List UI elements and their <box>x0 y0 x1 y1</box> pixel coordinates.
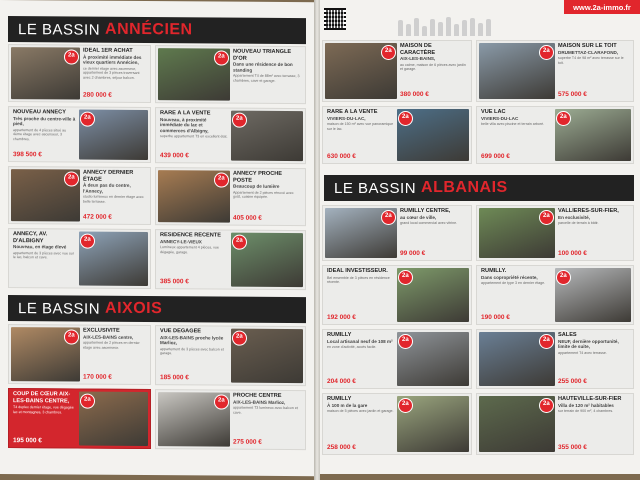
left-page <box>0 0 316 476</box>
listing-subtitle: Villa de 120 m² habitables <box>558 402 614 408</box>
brand-logo-icon: 2a <box>232 113 247 128</box>
listing-price: 99 000 € <box>400 250 426 257</box>
listing-title: RUMILLY <box>327 332 352 338</box>
listing-title: RARE À LA VENTE <box>160 110 211 117</box>
listing-card[interactable] <box>322 205 472 261</box>
brand-logo-icon: 2a <box>398 111 413 126</box>
listing-card[interactable] <box>322 265 472 325</box>
listing-price: 630 000 € <box>327 153 356 160</box>
listing-title: VALLIÈRES-SUR-FIER, <box>558 208 619 214</box>
listing-price: 405 000 € <box>233 214 262 222</box>
listing-price: 699 000 € <box>481 153 510 160</box>
listing-card[interactable] <box>476 40 634 102</box>
listing-price: 439 000 € <box>160 152 189 160</box>
listing-price: 204 000 € <box>327 378 356 385</box>
listing-title: MAISON DE CARACTÈRE <box>400 43 436 56</box>
listing-text <box>13 231 76 285</box>
listing-card[interactable] <box>476 393 634 455</box>
listing-title: SALES <box>558 332 577 338</box>
listing-card[interactable] <box>8 228 151 289</box>
brand-logo-icon: 2a <box>539 45 554 60</box>
listing-card[interactable] <box>476 329 634 389</box>
listing-title: NOUVEAU TRIANGLE D'OR <box>233 48 292 62</box>
section-title: LE BASSIN <box>334 179 417 197</box>
listing-description: en zone d'activité, accès facile. <box>327 345 377 349</box>
brand-logo-icon: 2a <box>232 235 247 250</box>
listing-card[interactable] <box>155 167 306 226</box>
listing-title: VUE LAC <box>481 109 506 115</box>
section-header-annecien <box>8 16 306 44</box>
section-title-accent: ANNÉCIEN <box>105 20 193 39</box>
listing-title: ANNECY, AV. D'ALBIGNY <box>13 231 48 244</box>
listing-subtitle: Beaucoup de lumière <box>233 183 280 189</box>
listing-card[interactable] <box>8 388 151 449</box>
listing-subtitle: AIX-LES-BAINS proche lycée Marlioz, <box>160 334 224 346</box>
brand-logo-icon: 2a <box>539 210 554 225</box>
listing-description: belle villa avec piscine et terrain arboré. <box>481 122 545 126</box>
listing-subtitle: AIX-LES-BAINS Marlioz, <box>233 399 286 405</box>
brand-logo-icon: 2a <box>64 49 79 64</box>
listing-title: HAUTEVILLE-SUR-FIER <box>558 396 622 402</box>
section-title: LE BASSIN <box>18 299 101 318</box>
listing-subtitle: AIX-LES-BAINS centre, <box>83 334 134 340</box>
listing-description: appartement T3 lumineux avec balcon et cave. <box>233 405 298 415</box>
listing-price: 385 000 € <box>160 278 189 286</box>
brand-logo-icon: 2a <box>381 45 396 60</box>
section-title-accent: ALBANAIS <box>421 179 508 196</box>
listing-price: 280 000 € <box>83 91 112 99</box>
listing-price: 100 000 € <box>558 250 587 257</box>
listing-price: 275 000 € <box>233 438 262 446</box>
brand-logo-icon: 2a <box>398 270 413 285</box>
listing-description: appartement de 4 pièces situé au 4ème étage avec ascenseur, 3 chambres. <box>13 127 67 141</box>
listing-title: ANNECY DERNIER ÉTAGE <box>83 169 134 183</box>
listing-price: 398 500 € <box>13 151 42 159</box>
section-title-accent: AIXOIS <box>105 299 163 318</box>
listing-card[interactable] <box>155 107 306 164</box>
listing-description: appartement de 3 pièces avec vue sur le lac, balcon et cave. <box>13 250 74 260</box>
listing-card[interactable] <box>476 106 634 164</box>
section-header-albanais <box>324 175 634 201</box>
listing-title: RUMILLY <box>327 396 352 402</box>
listing-title: VUE DÉGAGÉE <box>160 328 202 335</box>
listing-description: maison de 150 m² avec vue panoramique sur le lac. <box>327 122 394 131</box>
listing-subtitle: À deux pas du centre, l'Annecy, <box>83 182 131 194</box>
listing-description: parcelle de terrain à bâtir. <box>558 221 599 225</box>
listing-subtitle: ANNECY-LE-VIEUX <box>160 238 202 244</box>
brand-logo-icon: 2a <box>80 112 95 127</box>
brand-logo-icon: 2a <box>214 50 229 65</box>
listing-title: IDÉAL 1ER ACHAT <box>83 47 133 54</box>
listing-card[interactable] <box>322 393 472 455</box>
section-title: LE BASSIN <box>18 20 101 39</box>
listing-subtitle: Très proche du centre-ville à pied, <box>13 115 76 127</box>
listing-price: 195 000 € <box>13 437 42 445</box>
listing-card[interactable] <box>8 106 151 163</box>
listing-card[interactable] <box>476 265 634 325</box>
listing-card[interactable] <box>476 205 634 261</box>
listing-description: superbe T4 de 98 m² avec terrasse sur le toit. <box>558 56 624 65</box>
listing-card[interactable] <box>155 325 306 386</box>
listing-title: EXCLUSIVITÉ <box>83 327 120 334</box>
website-url[interactable]: www.2a-immo.fr <box>573 2 631 12</box>
listing-subtitle: au cœur de ville, <box>400 214 437 220</box>
listing-card[interactable] <box>155 389 306 450</box>
listing-subtitle: À proximité immédiate des vieux quartiers Annécien, <box>83 54 142 65</box>
listing-title: RÉSIDENCE RÉCENTE <box>160 232 221 239</box>
listing-description: maison de 5 pièces avec jardin et garage. <box>327 409 394 413</box>
listing-description: T4 duplex dernier étage, vue dégagée lac et montagnes, 3 chambres. <box>13 405 74 415</box>
listing-card[interactable] <box>322 106 472 164</box>
listing-subtitle: AIX-LES-BAINS, <box>400 56 436 61</box>
listing-description: appartement de 3 pièces avec balcon et garage. <box>160 346 224 356</box>
brand-logo-icon: 2a <box>556 111 571 126</box>
brand-logo-icon: 2a <box>381 210 396 225</box>
listing-title: NOUVEAU ANNECY <box>13 109 66 116</box>
listing-price: 185 000 € <box>160 374 189 382</box>
qr-code-pattern <box>326 10 344 28</box>
brand-logo-icon: 2a <box>398 334 413 349</box>
listing-description: Lumineux appartement 4 pièces, vue dégagée, garage. <box>160 245 219 254</box>
listing-price: 472 000 € <box>83 213 112 221</box>
listing-description: superbe appartement T3 en excellent état. <box>160 134 228 139</box>
listing-card[interactable] <box>155 45 306 104</box>
listing-subtitle: Nouveau, à proximité immédiate du lac et commerces d'Albigny, <box>160 116 209 133</box>
listing-title: COUP DE CŒUR AIX-LES-BAINS CENTRE, <box>13 391 71 404</box>
brand-logo-icon: 2a <box>539 334 554 349</box>
listing-subtitle: Dans copropriété récente, <box>481 274 538 280</box>
listing-title: RUMILLY. <box>481 268 507 274</box>
listing-description: au calme, maison de 6 pièces avec jardin et garage. <box>400 62 466 72</box>
listing-description: ce dernier étage avec ascenseur, appartement de 3 pièces traversant avec 2 chambres, séjour balcon. <box>83 66 140 80</box>
listing-price: 575 000 € <box>558 91 587 98</box>
listing-card[interactable] <box>322 40 472 102</box>
right-page <box>318 0 640 474</box>
brand-logo-icon: 2a <box>398 398 413 413</box>
listing-description: Bel ensemble de 3 pièces en résidence récente. <box>327 275 390 285</box>
listing-title: MAISON SUR LE TOIT <box>558 43 617 49</box>
listing-description: sur terrain de 900 m², 4 chambres. <box>558 409 614 413</box>
listing-subtitle: VIVIERS-DU-LAC <box>481 115 519 121</box>
brand-logo-icon: 2a <box>539 398 554 413</box>
brand-logo-icon: 2a <box>214 172 229 187</box>
listing-card[interactable] <box>322 329 472 389</box>
listing-subtitle: À 100 m de la gare <box>327 402 368 408</box>
page-fold <box>314 0 320 480</box>
brand-logo-icon: 2a <box>80 234 95 249</box>
listing-text <box>233 49 302 101</box>
people-silhouettes-icon <box>398 14 491 36</box>
listing-subtitle: Nouveau, en étage élevé <box>13 244 67 250</box>
listing-card[interactable] <box>155 229 306 290</box>
brand-logo-icon: 2a <box>556 270 571 285</box>
website-banner[interactable] <box>564 0 640 14</box>
listing-title: RARE À LA VENTE <box>327 109 378 115</box>
listing-subtitle: NEUF, dernière opportunité, limite de suite, <box>558 338 619 349</box>
listing-price: 380 000 € <box>400 91 429 98</box>
section-header-aixois <box>8 295 306 323</box>
listing-subtitle: Local artisanal neuf de 108 m² <box>327 338 393 344</box>
listing-description: Appartement de 2 pièces rénové avec goût, cuisine équipée. <box>233 190 294 199</box>
listing-price: 355 000 € <box>558 444 587 451</box>
listing-description: studio lumineux en dernier étage avec belle terrasse. <box>83 194 144 204</box>
listing-description: Appartement T4 de 88m² avec terrasse, 3 chambres, cave et garage. <box>233 73 300 83</box>
listing-title: PROCHE CENTRE <box>233 392 282 399</box>
listing-title: RUMILLY CENTRE, <box>400 208 451 214</box>
listing-card[interactable] <box>8 324 151 385</box>
listing-description: appartement de type 3 en dernier étage. <box>481 281 546 285</box>
listing-card[interactable] <box>8 166 151 225</box>
brand-logo-icon: 2a <box>214 394 229 409</box>
listing-price: 192 000 € <box>327 314 356 321</box>
brand-logo-icon: 2a <box>232 331 247 346</box>
listing-title: ANNECY PROCHE POSTE <box>233 170 283 184</box>
listing-price: 258 000 € <box>327 444 356 451</box>
listing-description: grand local commercial avec vitrine. <box>400 221 458 225</box>
listing-price: 190 000 € <box>481 314 510 321</box>
listing-title: IDÉAL INVESTISSEUR. <box>327 268 388 274</box>
listing-card[interactable] <box>8 44 151 103</box>
listing-price: 255 000 € <box>558 378 587 385</box>
listing-subtitle: DRUMETTAZ-CLARAFOND, <box>558 49 619 55</box>
brand-logo-icon: 2a <box>64 171 79 186</box>
listing-description: appartement T4 avec terrasse. <box>558 350 607 355</box>
brand-logo-icon: 2a <box>80 394 95 409</box>
listing-price: 170 000 € <box>83 373 112 381</box>
listing-subtitle: Dans une résidence de bon standing <box>233 61 293 73</box>
listing-description: appartement de 2 pièces en dernier étage avec ascenseur. <box>83 340 140 350</box>
listing-subtitle: VIVIERS-DU-LAC, <box>327 115 366 121</box>
brand-logo-icon: 2a <box>64 329 79 344</box>
listing-subtitle: En exclusivité, <box>558 214 590 220</box>
